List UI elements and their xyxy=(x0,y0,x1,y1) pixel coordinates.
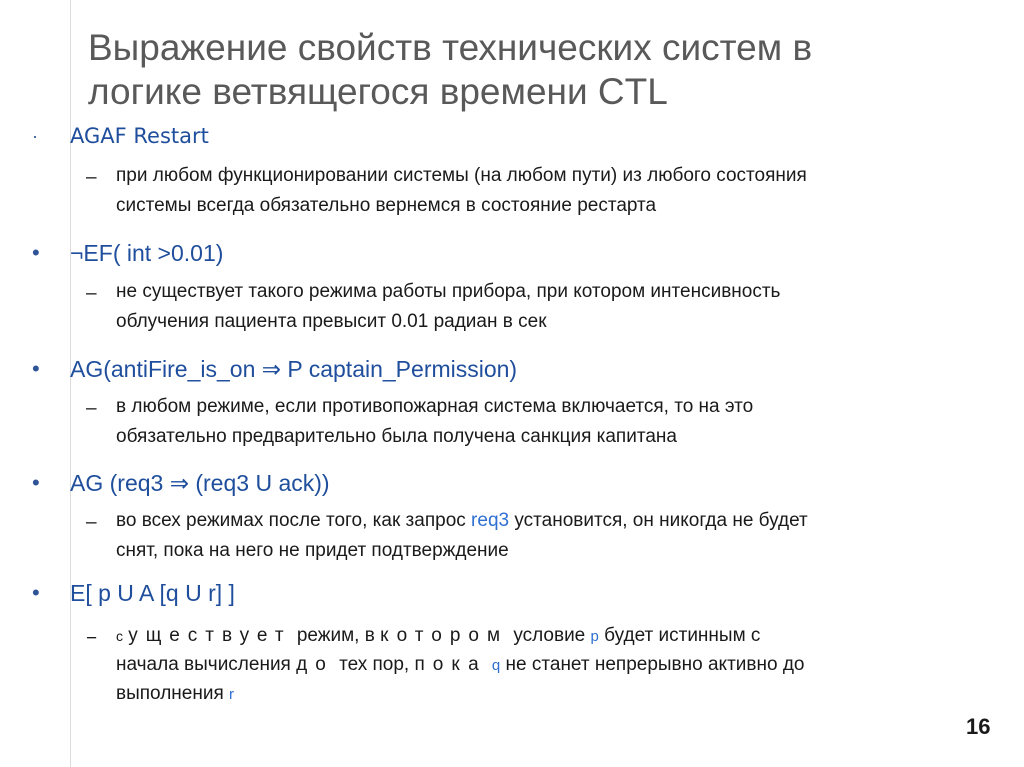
text-run: выполнения xyxy=(116,683,230,704)
description-line: не существует такого режима работы прибора, при котором интенсивность xyxy=(116,281,781,302)
text-run: с xyxy=(116,628,123,644)
description xyxy=(116,277,996,337)
page-number: 16 xyxy=(966,714,991,739)
description-line xyxy=(116,510,808,531)
description-line: обязательно предварительно была получена санкция капитана xyxy=(116,426,677,447)
dash-icon: − xyxy=(86,628,98,649)
spaced-word: котором xyxy=(380,625,509,646)
bullet-dot-icon: • xyxy=(32,240,40,265)
formula: AGAF Restart xyxy=(70,124,209,148)
title-line-2: логике ветвящегося времени CTL xyxy=(88,71,668,112)
text-run: начала вычисления xyxy=(116,654,297,675)
text-run: в xyxy=(364,625,375,646)
text-run: во всех режимах после того, как запрос xyxy=(116,510,472,531)
highlight-term: r xyxy=(229,686,235,703)
formula: ¬EF( int >0.01) xyxy=(70,240,224,266)
description-line: снят, пока на него не придет подтверждение xyxy=(116,540,509,561)
spaced-word: уществует xyxy=(128,625,292,646)
spaced-word: пока xyxy=(414,654,487,675)
bullet-dot-icon: • xyxy=(32,470,40,495)
slide-title xyxy=(88,26,988,114)
highlight-term: req3 xyxy=(471,510,510,531)
formula: AG(antiFire_is_on ⇒ P captain_Permission) xyxy=(70,356,518,382)
description xyxy=(116,392,996,452)
description-line: в любом режиме, если противопожарная система включается, то на это xyxy=(116,396,754,417)
text-run: режим, xyxy=(291,625,365,646)
title-line-1: Выражение свойств технических систем в xyxy=(88,27,813,68)
text-run: тех пор, xyxy=(333,654,415,675)
description xyxy=(116,506,996,566)
description-line: при любом функционировании системы (на любом пути) из любого состояния xyxy=(116,165,807,186)
description-line xyxy=(116,625,760,646)
dash-icon: – xyxy=(86,167,97,188)
bullet-dot-icon: • xyxy=(32,580,40,605)
bullet-dot-icon: · xyxy=(32,126,38,146)
dash-icon: – xyxy=(86,512,97,533)
description-line xyxy=(116,683,234,704)
dash-icon: – xyxy=(86,398,97,419)
highlight-term: p xyxy=(590,628,599,645)
spaced-word: до xyxy=(296,654,334,675)
text-run: условие xyxy=(508,625,591,646)
description xyxy=(116,622,996,709)
description-line xyxy=(116,654,804,675)
description-line: облучения пациента превысит 0.01 радиан в сек xyxy=(116,311,547,332)
text-run: не станет непрерывно активно до xyxy=(500,654,805,675)
text-run: будет истинным с xyxy=(598,625,761,646)
highlight-term: q xyxy=(491,657,501,674)
description xyxy=(116,161,996,221)
text-run: установится, он никогда не будет xyxy=(509,510,808,531)
description-line: системы всегда обязательно вернемся в состояние рестарта xyxy=(116,195,657,216)
formula: AG (req3 ⇒ (req3 U ack)) xyxy=(70,470,330,496)
dash-icon: – xyxy=(86,283,97,304)
formula: E[ p U A [q U r] ] xyxy=(70,580,235,606)
bullet-dot-icon: • xyxy=(32,356,40,381)
decorative-divider-line xyxy=(70,0,71,767)
